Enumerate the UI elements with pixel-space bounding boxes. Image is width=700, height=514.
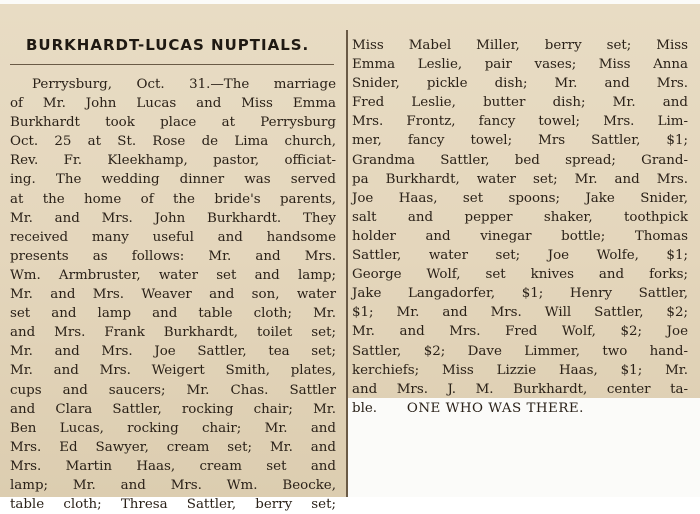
text-line: Mr. and Mrs. Weaver and son, water <box>10 287 336 303</box>
text-line: Sattler, $2; Dave Limmer, two hand- <box>352 343 688 359</box>
text-line: Mr. and Mrs. Weigert Smith, plates, <box>10 363 336 379</box>
text-line: Snider, pickle dish; Mr. and Mrs. <box>352 76 688 92</box>
text-line: mer, fancy towel; Mrs Sattler, $1; <box>352 133 688 149</box>
article-signature: ONE WHO WAS THERE. <box>406 400 584 416</box>
text-line: Mr. and Mrs. Fred Wolf, $2; Joe <box>352 324 688 340</box>
text-line: at the home of the bride's parents, <box>10 191 336 207</box>
text-line: Mrs. Ed Sawyer, cream set; Mr. and <box>10 439 336 455</box>
text-line: Mrs. Frontz, fancy towel; Mrs. Lim- <box>352 114 688 130</box>
text-line: set and lamp and table cloth; Mr. <box>10 306 336 322</box>
text-line: Wm. Armbruster, water set and lamp; <box>10 267 336 283</box>
headline-rule <box>10 64 334 65</box>
text-line: George Wolf, set knives and forks; <box>352 267 688 283</box>
text-line: salt and pepper shaker, toothpick <box>352 209 688 225</box>
text-line: kerchiefs; Miss Lizzie Haas, $1; Mr. <box>352 362 688 378</box>
article-headline: BURKHARDT-LUCAS NUPTIALS. <box>26 36 310 54</box>
text-line: Mr. and Mrs. John Burkhardt. They <box>10 210 336 226</box>
text-line: pa Burkhardt, water set; Mr. and Mrs. <box>352 171 688 187</box>
right-column-text <box>352 36 692 418</box>
text-line: Ben Lucas, rocking chair; Mr. and <box>10 420 336 436</box>
text-line: Emma Leslie, pair vases; Miss Anna <box>352 57 688 73</box>
text-line: ing. The wedding dinner was served <box>10 172 336 188</box>
text-line: Grandma Sattler, bed spread; Grand- <box>352 152 688 168</box>
final-line <box>352 399 688 418</box>
text-line: Mr. and Mrs. Joe Sattler, tea set; <box>10 344 336 360</box>
text-line: Oct. 25 at St. Rose de Lima church, <box>10 134 336 150</box>
final-line-prefix: ble. <box>352 400 378 416</box>
left-column <box>10 30 340 513</box>
text-line: Rev. Fr. Kleekhamp, pastor, officiat- <box>10 153 336 169</box>
text-line: holder and vinegar bottle; Thomas <box>352 228 688 244</box>
left-column-text <box>10 75 340 514</box>
text-line: Mrs. Martin Haas, cream set and <box>10 458 336 474</box>
text-line: of Mr. John Lucas and Miss Emma <box>10 96 336 112</box>
text-line: Burkhardt took place at Perrysburg <box>10 115 336 131</box>
text-line: Joe Haas, set spoons; Jake Snider, <box>352 190 688 206</box>
text-line: Perrysburg, Oct. 31.—The marriage <box>32 77 336 92</box>
text-line: and Mrs. Frank Burkhardt, toilet set; <box>10 325 336 341</box>
clipping-top-edge <box>0 0 700 4</box>
text-line: and Mrs. J. M. Burkhardt, center ta- <box>352 381 688 397</box>
text-line: $1; Mr. and Mrs. Will Sattler, $2; <box>352 305 688 321</box>
text-line: Miss Mabel Miller, berry set; Miss <box>352 38 688 53</box>
text-line: Sattler, water set; Joe Wolfe, $1; <box>352 248 688 264</box>
text-line: table cloth; Thresa Sattler, berry set; <box>10 497 336 513</box>
text-line: presents as follows: Mr. and Mrs. <box>10 248 336 264</box>
right-column <box>352 36 692 416</box>
text-line: cups and saucers; Mr. Chas. Sattler <box>10 382 336 398</box>
text-line: lamp; Mr. and Mrs. Wm. Beocke, <box>10 477 336 493</box>
text-line: Jake Langadorfer, $1; Henry Sattler, <box>352 286 688 302</box>
text-line: received many useful and handsome <box>10 229 336 245</box>
text-line: and Clara Sattler, rocking chair; Mr. <box>10 401 336 417</box>
text-line: Fred Leslie, butter dish; Mr. and <box>352 95 688 111</box>
column-divider <box>346 30 348 497</box>
